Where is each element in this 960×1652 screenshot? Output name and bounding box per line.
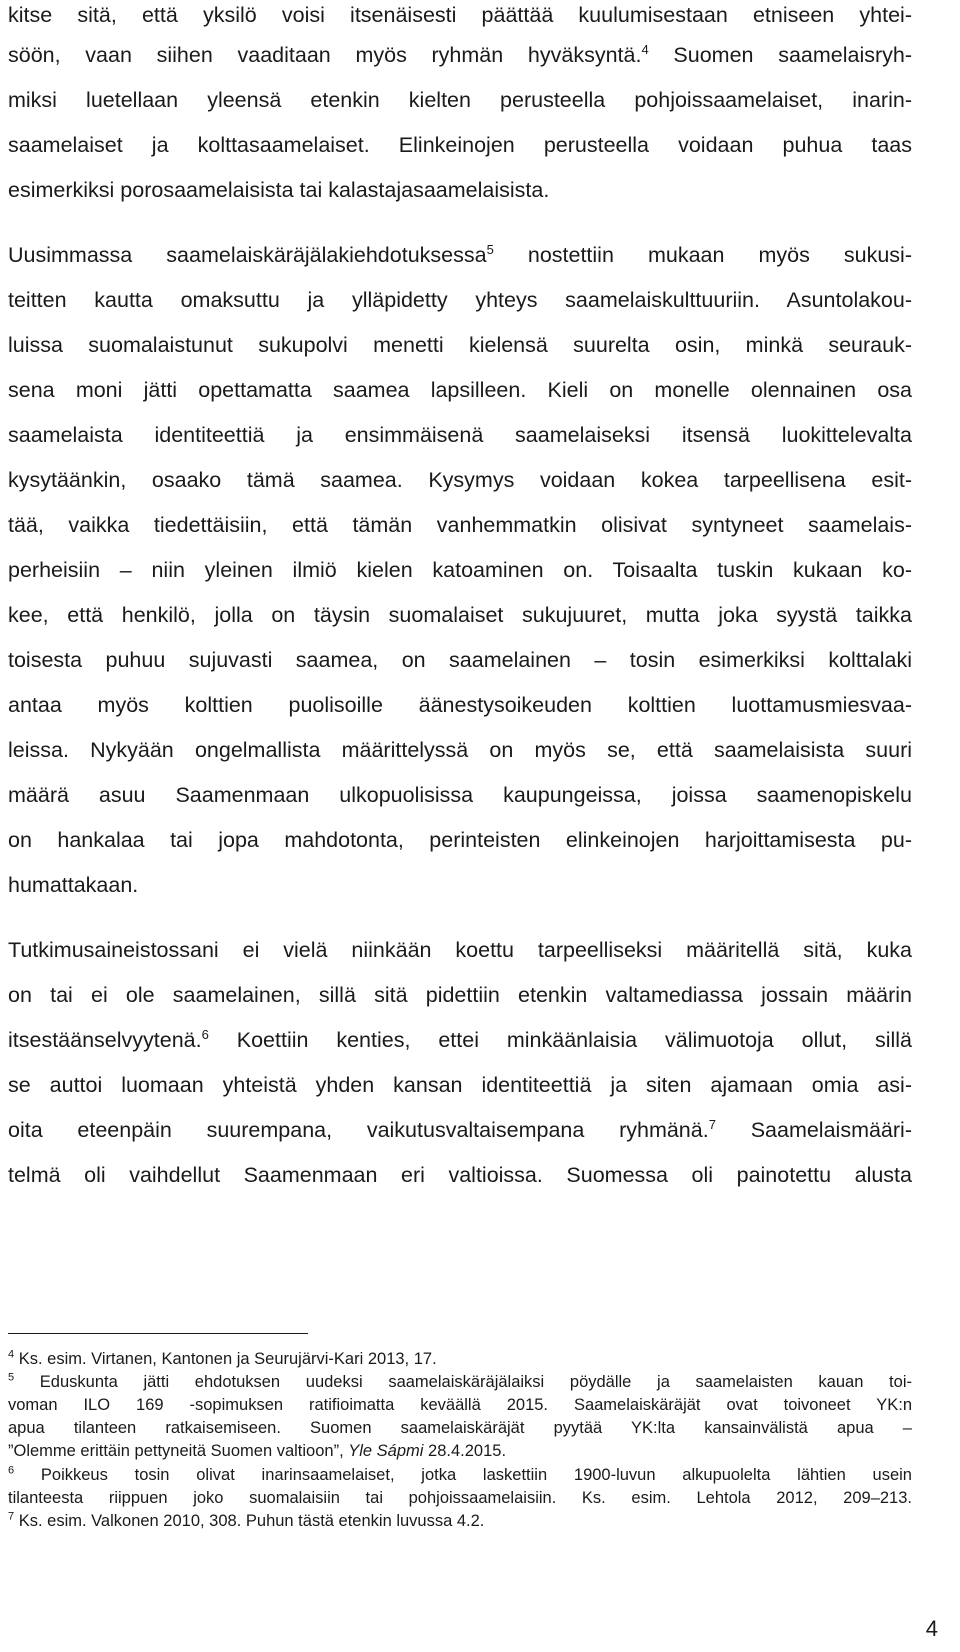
footnote-6-line: tilanteesta riippuen joko suomalaisiin tai pohjoissaamelaisiin. Ks. esim. Lehtola 2012, 209–213. [8, 1489, 912, 1507]
body-text-line: kysytäänkin, osaako tämä saamea. Kysymys voidaan kokea tarpeellisena esit- [8, 468, 912, 492]
body-text-line: esimerkiksi porosaamelaisista tai kalastajasaamelaisista. [8, 178, 550, 202]
body-text-line: on hankalaa tai jopa mahdotonta, perinteisten elinkeinojen harjoittamisesta pu- [8, 828, 912, 852]
body-text-line: on tai ei ole saamelainen, sillä sitä pidettiin etenkin valtamediassa jossain määrin [8, 983, 912, 1007]
body-text-line: itsestäänselvyytenä.$^6$ Koettiin kenties, ettei minkäänlaisia välimuotoja ollut, sillä [8, 1026, 913, 1052]
footnote-mark: 7 [8, 1510, 15, 1523]
body-text-line: sena moni jätti opettamatta saamea lapsilleen. Kieli on monelle olennainen osa [8, 378, 912, 402]
body-text-line: perheisiin – niin yleinen ilmiö kielen katoaminen on. Toisaalta tuskin kukaan ko- [8, 558, 912, 582]
body-text-line: miksi luetellaan yleensä etenkin kielten perusteella pohjoissaamelaiset, inarin- [8, 88, 912, 112]
footnote-mark: 4 [8, 1348, 15, 1361]
footnote-5-line: ”Olemme erittäin pettyneitä Suomen valtioon”, Yle Sápmi 28.4.2015. [8, 1442, 507, 1460]
body-text-line: toisesta puhuu sujuvasti saamea, on saamelainen – tosin esimerkiksi kolttalaki [8, 648, 912, 672]
body-text-line: antaa myös kolttien puolisoille äänestysoikeuden kolttien luottamusmiesvaa- [8, 693, 912, 717]
body-text-line: Tutkimusaineistossani ei vielä niinkään koettu tarpeelliseksi määritellä sitä, kuka [8, 938, 912, 962]
footnote-reference[interactable]: 5 [486, 241, 494, 257]
footnote-reference[interactable]: 6 [201, 1026, 209, 1042]
footnote-4: $^4$ Ks. esim. Virtanen, Kantonen ja Seurujärvi-Kari 2013, 17. [8, 1348, 437, 1368]
body-text-line: kee, että henkilö, jolla on täysin suomalaiset sukujuuret, mutta joka syystä taikka [8, 603, 912, 627]
body-text-line: söön, vaan siihen vaaditaan myös ryhmän hyväksyntä.$^4$ Suomen saamelaisryh- [8, 41, 913, 67]
footnote-6: $^6$ Poikkeus tosin olivat inarinsaamelaiset, jotka laskettiin 1900-luvun alkupuolelta lähtien usein [8, 1464, 912, 1484]
body-text-line: telmä oli vaihdellut Saamenmaan eri valtioissa. Suomessa oli painotettu alusta [8, 1163, 912, 1187]
body-text-line: Uusimmassa saamelaiskäräjälakiehdotuksessa$^5$ nostettiin mukaan myös sukusi- [8, 241, 912, 267]
footnote-5-line: apua tilanteen ratkaisemiseen. Suomen saamelaiskäräjät pyytää YK:lta kansainvälistä apua – [8, 1419, 912, 1437]
footnote-separator [8, 1333, 308, 1334]
body-text-line: humattakaan. [8, 873, 139, 897]
footnote-mark: 5 [8, 1371, 15, 1384]
footnote-7: $^7$ Ks. esim. Valkonen 2010, 308. Puhun tästä etenkin luvussa 4.2. [8, 1510, 485, 1530]
source-title: Yle Sápmi [348, 1442, 424, 1460]
body-text-line: kitse sitä, että yksilö voisi itsenäisesti päättää kuulumisestaan etniseen yhtei- [8, 3, 912, 27]
footnote-5: $^5$ Eduskunta jätti ehdotuksen uudeksi saamelaiskäräjälaiksi pöydälle ja saamelaisten kauan toi- [8, 1371, 912, 1391]
footnote-reference[interactable]: 4 [641, 41, 649, 57]
body-text-line: teitten kautta omaksuttu ja ylläpidetty yhteys saamelaiskulttuuriin. Asuntolakou- [8, 288, 912, 312]
body-text-line: se auttoi luomaan yhteistä yhden kansan identiteettiä ja siten ajamaan omia asi- [8, 1073, 912, 1097]
page-number: 4 [925, 1616, 938, 1641]
body-text-line: luissa suomalaistunut sukupolvi menetti kielensä suurelta osin, minkä seurauk- [8, 333, 912, 357]
body-text-line: oita eteenpäin suurempana, vaikutusvaltaisempana ryhmänä.$^7$ Saamelaismääri- [8, 1116, 912, 1142]
body-text-line: määrä asuu Saamenmaan ulkopuolisissa kaupungeissa, joissa saamenopiskelu [8, 783, 912, 807]
body-text-line: leissa. Nykyään ongelmallista määrittelyssä on myös se, että saamelaisista suuri [8, 738, 912, 762]
body-text-line: tää, vaikka tiedettäisiin, että tämän vanhemmatkin olisivat syntyneet saamelais- [8, 513, 912, 537]
body-text-line: saamelaiset ja kolttasaamelaiset. Elinkeinojen perusteella voidaan puhua taas [8, 133, 912, 157]
body-text-line: saamelaista identiteettiä ja ensimmäisenä saamelaiseksi itsensä luokittelevalta [8, 423, 912, 447]
footnote-reference[interactable]: 7 [708, 1116, 716, 1132]
footnote-mark: 6 [8, 1464, 15, 1477]
footnote-5-line: voman ILO 169 -sopimuksen ratifioimatta keväällä 2015. Saamelaiskäräjät ovat toivoneet YK:n [8, 1396, 912, 1414]
